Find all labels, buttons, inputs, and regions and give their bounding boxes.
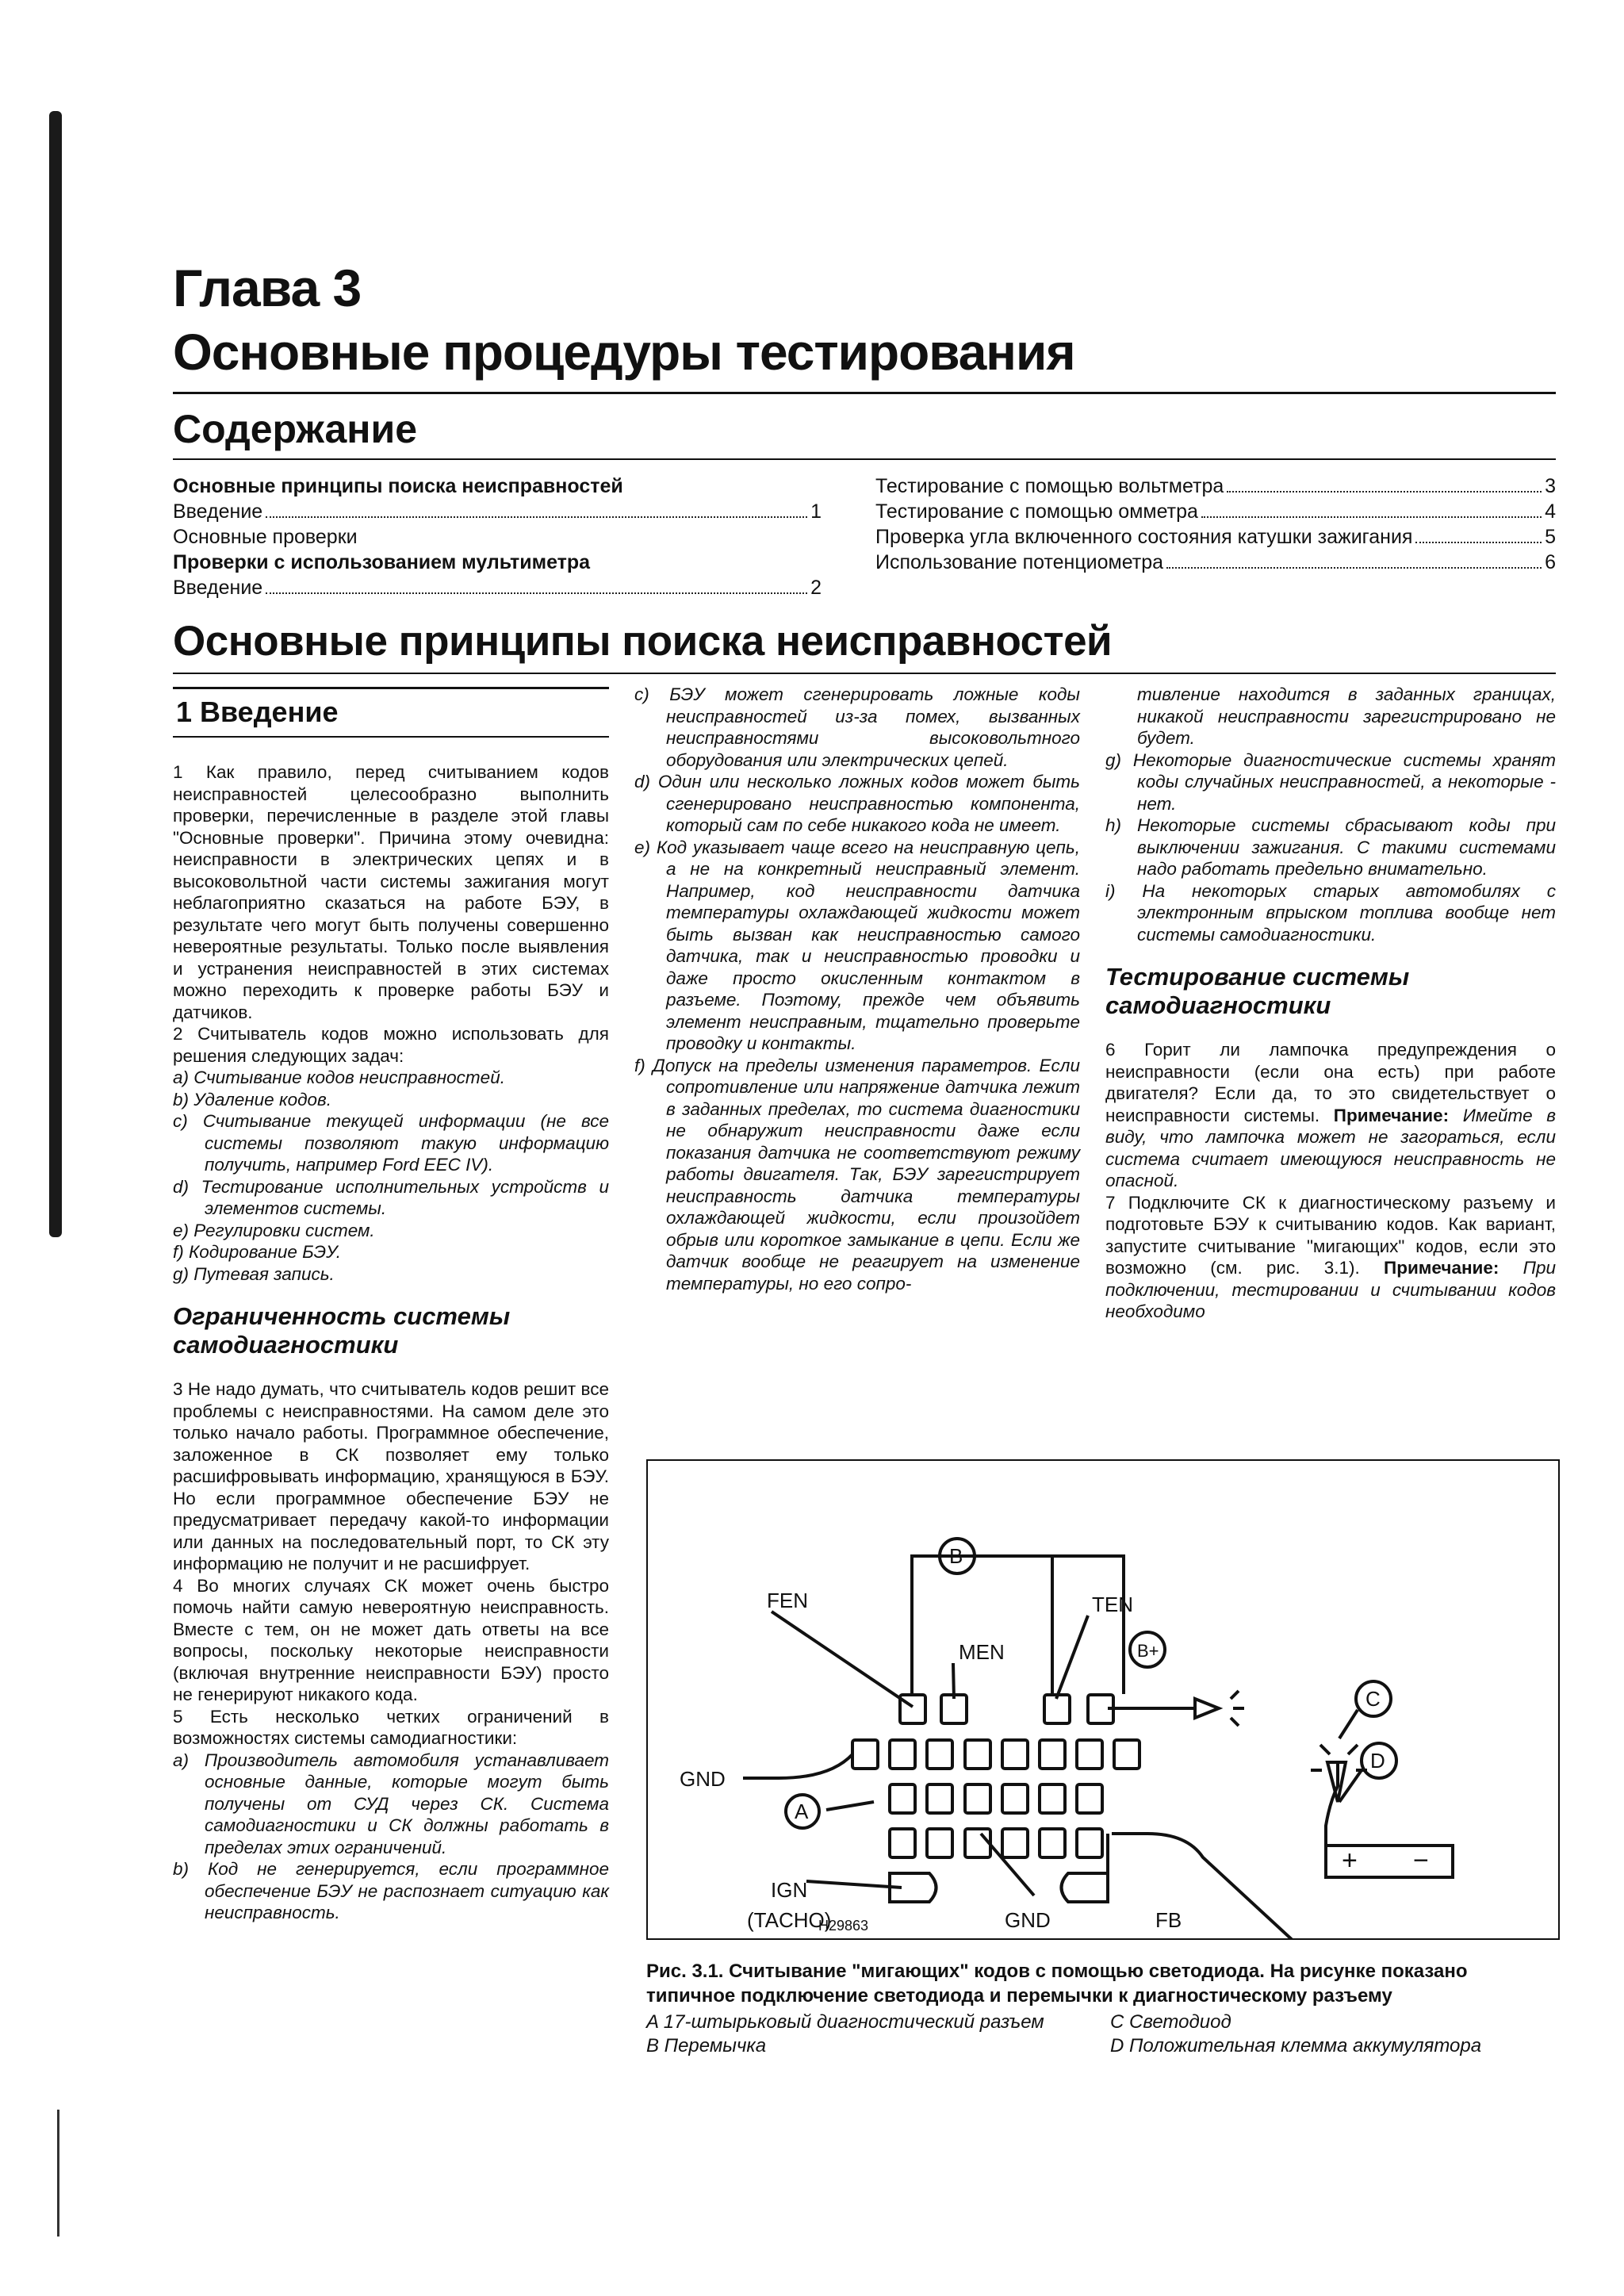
subheading-limits: Ограниченность системы самодиагностики <box>173 1302 511 1359</box>
jumper-wire-2 <box>957 1556 1124 1694</box>
subheading-testing: Тестирование системы самодиагностики <box>1105 963 1410 1019</box>
paragraph-3: 3 Не надо думать, что считыватель кодов решит все проблемы с неисправностями. На самом деле это только начало работы. Программное обеспечение, заложенное в СК позволяет ему только расшифровывать информацию, хранящуюся в БЭУ. Но если программное обеспечение БЭУ не предусматривает передачу какой-то информации или данных на последовательный порт, то СК эту информацию не получит и не расшифрует. <box>173 1379 609 1573</box>
toc-left <box>173 473 822 600</box>
label-plus: + <box>1342 1846 1358 1876</box>
list-item: a) Производитель автомобиля устанавливает основные данные, которые могут быть получены от СУД через СК. Система самодиагностики и СК должны работать в пределах этих ограничений. <box>173 1750 609 1857</box>
toc-entry[interactable]: Основные принципы поиска неисправностей <box>173 475 623 497</box>
list-item: b) Удаление кодов. <box>173 1089 332 1110</box>
toc-entry[interactable]: Основные проверки <box>173 526 358 548</box>
label-ign: IGN <box>771 1878 808 1902</box>
intro-rule-top <box>173 687 609 689</box>
paragraph-7: 7 Подключите СК к диагностическому разъему и подготовьте БЭУ к считыванию кодов. Как вариант, запустите считывание "мигающих" кодов, если это возможно (см. рис. 3.1). Примечание: При подключении, тестировании и считывании кодов необходимо <box>1105 1192 1556 1321</box>
legend-item: C Светодиод <box>1110 2011 1231 2033</box>
list-item: c) БЭУ может сгенерировать ложные коды неисправностей из-за помех, вызванных неисправностями высоковольтного оборудования или электрических цепей. <box>634 684 1080 770</box>
list-item: e) Код указывает чаще всего на неисправную цепь, а не на конкретный неисправный элемент. Например, код неисправности датчика температуры охлаждающей жидкости может быть вызван как неисправностью самого датчика, так и неисправностью проводки и даже просто окисленным контактом в разъеме. Поэтому, прежде чем объявить элемент неисправным, тщательно проверьте проводку и контакты. <box>634 837 1080 1053</box>
paragraph-2: 2 Считыватель кодов можно использовать для решения следующих задач: <box>173 1024 609 1066</box>
title-rule <box>173 392 1556 394</box>
binding-shadow <box>49 111 62 1237</box>
label-minus: − <box>1413 1846 1429 1876</box>
figure-frame <box>646 1459 1560 1940</box>
section-rule <box>173 673 1556 674</box>
column-1 <box>173 761 609 1924</box>
label-c: C <box>1365 1687 1381 1711</box>
toc-entry[interactable]: Введение 2 <box>173 577 822 599</box>
toc-entry[interactable]: Использование потенциометра 6 <box>875 551 1556 573</box>
list-item: h) Некоторые системы сбрасывают коды при выключении зажигания. С такими системами надо работать предельно внимательно. <box>1105 815 1556 879</box>
legend-right <box>1110 2010 1556 2058</box>
label-d: D <box>1370 1749 1385 1773</box>
binding-mark <box>57 2110 59 2237</box>
leader-gnd <box>743 1754 852 1778</box>
arrow-a <box>826 1802 874 1810</box>
chapter-number: Глава 3 <box>173 259 362 317</box>
leader-gnd-bottom <box>981 1834 1034 1895</box>
list-item: c) Считывание текущей информации (не все системы позволяют такую информацию получить, например Ford EEC IV). <box>173 1111 609 1175</box>
list-item: a) Считывание кодов неисправностей. <box>173 1068 505 1087</box>
label-gnd-left: GND <box>680 1767 726 1791</box>
label-gnd-bottom: GND <box>1005 1908 1051 1932</box>
label-fb: FB <box>1155 1908 1182 1932</box>
list-item: f) Кодирование БЭУ. <box>173 1242 342 1262</box>
intro-heading: 1 Введение <box>176 696 339 728</box>
toc-entry[interactable]: Проверка угла включенного состояния катушки зажигания 5 <box>875 526 1556 548</box>
toc-right <box>875 473 1556 575</box>
paragraph-4: 4 Во многих случаях СК может очень быстро помочь найти самую невероятную неисправность. Вместе с тем, он не может дать ответы на все вопросы, поскольку некоторые неисправности (включая внутренние неисправности БЭУ) просто не генерируют никакого кода. <box>173 1575 609 1704</box>
list-item: e) Регулировки систем. <box>173 1220 375 1240</box>
paragraph-1: 1 Как правило, перед считыванием кодов неисправностей целесообразно выполнить проверки, перечисленные в разделе этой главы "Основные проверки". Причина этому очевидна: неисправности в электрических цепях и в высоковольтной части системы зажигания могут неблагоприятно сказаться на работе БЭУ, в результате чего могут быть получены совершенно невероятные результаты. Только после выявления и устранения неисправностей в этих системах можно переходить к проверке работы БЭУ и датчиков. <box>173 762 609 1022</box>
chapter-title: Основные процедуры тестирования <box>173 324 1075 381</box>
column-2 <box>634 684 1080 1294</box>
label-bplus: B+ <box>1137 1641 1159 1661</box>
label-a: A <box>795 1800 809 1823</box>
contents-title: Содержание <box>173 407 418 451</box>
list-item: g) Некоторые диагностические системы хранят коды случайных неисправностей, а некоторые - нет. <box>1105 749 1556 814</box>
figure-code: H29863 <box>818 1918 869 1934</box>
label-fen: FEN <box>767 1589 808 1612</box>
list-item: d) Один или несколько ложных кодов может быть сгенерировано неисправностью компонента, который сам по себе никакого кода не имеет. <box>634 772 1080 835</box>
legend-item: D Положительная клемма аккумулятора <box>1110 2035 1482 2056</box>
pin-gnd <box>852 1740 878 1769</box>
leader-ign <box>806 1881 902 1888</box>
label-b: B <box>949 1544 963 1568</box>
connector-diagram <box>648 1461 1558 1938</box>
toc-entry[interactable]: Проверки с использованием мультиметра <box>173 551 591 573</box>
leader-ten <box>1056 1616 1088 1699</box>
list-item: i) На некоторых старых автомобилях с электронным впрыском топлива вообще нет системы самодиагностики. <box>1105 880 1556 945</box>
led-return <box>1112 1834 1306 1938</box>
label-men: MEN <box>959 1640 1005 1664</box>
list-item: d) Тестирование исполнительных устройств и элементов системы. <box>173 1176 609 1218</box>
column-3 <box>1105 684 1556 1323</box>
leader-men <box>953 1663 954 1699</box>
list-item: f) Допуск на пределы изменения параметров. Если сопротивление или напряжение датчика лежит в заданных пределах, то система диагностики не обнаружит неисправности даже если показания датчика не соответствуют режиму работы двигателя. Так, БЭУ зарегистрирует неисправность датчика температуры охлаждающей жидкости, если произойдет обрыв или короткое замыкание в цепи. Если же датчик вообще не реагирует на изменение температуры, но его сопро- <box>634 1055 1080 1294</box>
legend-item: A 17-штырьковый диагностический разъем <box>646 2011 1044 2033</box>
leader-fen <box>772 1612 913 1707</box>
figure-caption: Рис. 3.1. Считывание "мигающих" кодов с помощью светодиода. На рисунке показано типичное подключение светодиода и перемычки к диагностическому разъему <box>646 1961 1468 2007</box>
toc-entry[interactable]: Тестирование с помощью вольтметра 3 <box>875 475 1556 497</box>
paragraph-5: 5 Есть несколько четких ограничений в возможностях системы самодиагностики: <box>173 1706 609 1748</box>
legend-item: B Перемычка <box>646 2035 767 2056</box>
section-title: Основные принципы поиска неисправностей <box>173 618 1113 665</box>
pin-ten <box>1044 1695 1070 1723</box>
label-ten: TEN <box>1092 1593 1133 1616</box>
list-item: b) Код не генерируется, если программное обеспечение БЭУ не распознает ситуацию как неисправность. <box>173 1859 609 1922</box>
jumper-wire <box>912 1556 1052 1694</box>
toc-entry[interactable]: Тестирование с помощью омметра 4 <box>875 500 1556 523</box>
intro-rule-bottom <box>173 736 609 738</box>
list-item: g) Путевая запись. <box>173 1263 335 1284</box>
legend-left <box>646 2010 1106 2058</box>
label-tacho: (TACHO) <box>747 1908 832 1932</box>
pin-men <box>941 1695 967 1723</box>
paragraph-6: 6 Горит ли лампочка предупреждения о неисправности (если она есть) при работе двигателя? Если да, то это свидетельствует о неисправности системы. Примечание: Имейте в виду, что лампочка может не загораться, если система считает имеющуюся неисправность не опасной. <box>1105 1040 1556 1190</box>
toc-entry[interactable]: Введение 1 <box>173 500 822 523</box>
continued-text: тивление находится в заданных границах, никакой неисправности зарегистрировано не будет. <box>1137 684 1556 748</box>
contents-rule <box>173 458 1556 460</box>
